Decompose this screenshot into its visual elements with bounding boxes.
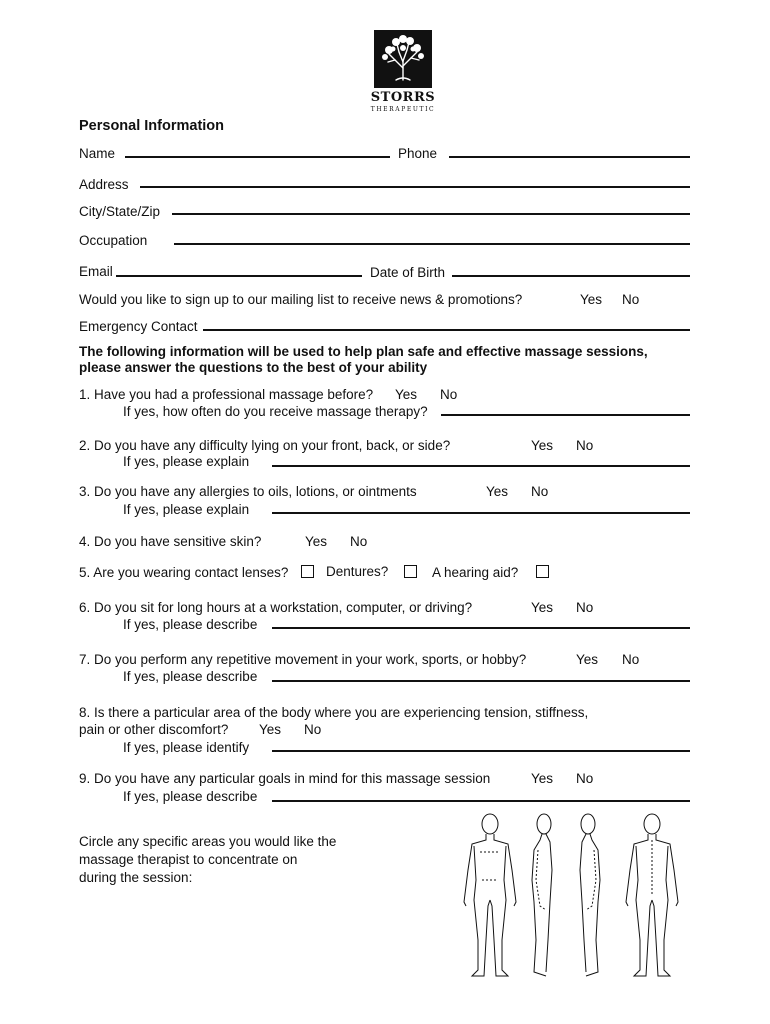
q6-followup: If yes, please describe [123,617,258,632]
q3-text: 3. Do you have any allergies to oils, lotions, or ointments [79,484,417,499]
address-label: Address [79,177,129,192]
phone-field[interactable] [449,156,690,158]
contact-lenses-checkbox[interactable] [301,565,314,578]
dentures-checkbox[interactable] [404,565,417,578]
name-field[interactable] [125,156,390,158]
body-diagram-icon[interactable] [452,810,692,982]
q5-text: 5. Are you wearing contact lenses? [79,565,289,580]
intro-line-1: The following information will be used to help plan safe and effective massage sessions, [79,344,648,359]
q1-followup: If yes, how often do you receive massage therapy? [123,404,428,419]
q9-yes[interactable]: Yes [531,771,554,786]
intro-line-2: please answer the questions to the best of your ability [79,360,428,375]
city-label: City/State/Zip [79,204,161,219]
tree-logo-icon [374,30,432,88]
occupation-field[interactable] [174,243,690,245]
brand-name: STORRS [370,90,436,105]
q1-no[interactable]: No [440,387,458,402]
q2-followup-field[interactable] [272,465,690,467]
hearing-aid-label: A hearing aid? [432,565,519,580]
q7-yes[interactable]: Yes [576,652,599,667]
q3-followup: If yes, please explain [123,502,250,517]
q8-yes[interactable]: Yes [259,722,282,737]
q4-yes[interactable]: Yes [305,534,328,549]
dob-label: Date of Birth [370,265,446,280]
q7-followup-field[interactable] [272,680,690,682]
q4-text: 4. Do you have sensitive skin? [79,534,262,549]
circle-instructions-line-1: Circle any specific areas you would like the [79,834,337,849]
mailing-no[interactable]: No [622,292,640,307]
q8-followup: If yes, please identify [123,740,250,755]
q7-text: 7. Do you perform any repetitive movement in your work, sports, or hobby? [79,652,527,667]
q3-no[interactable]: No [531,484,549,499]
q9-text: 9. Do you have any particular goals in mind for this massage session [79,771,491,786]
q1-yes[interactable]: Yes [395,387,418,402]
occupation-label: Occupation [79,233,148,248]
q4-no[interactable]: No [350,534,368,549]
q6-followup-field[interactable] [272,627,690,629]
q6-text: 6. Do you sit for long hours at a workstation, computer, or driving? [79,600,473,615]
dob-field[interactable] [452,275,690,277]
q2-no[interactable]: No [576,438,594,453]
q2-text: 2. Do you have any difficulty lying on your front, back, or side? [79,438,451,453]
address-field[interactable] [140,186,690,188]
q8-text-line-2: pain or other discomfort? [79,722,229,737]
q9-no[interactable]: No [576,771,594,786]
q2-yes[interactable]: Yes [531,438,554,453]
city-field[interactable] [172,213,690,215]
q3-yes[interactable]: Yes [486,484,509,499]
name-label: Name [79,146,116,161]
hearing-aid-checkbox[interactable] [536,565,549,578]
phone-label: Phone [398,146,438,161]
q9-followup: If yes, please describe [123,789,258,804]
q1-followup-field[interactable] [441,414,690,416]
dentures-label: Dentures? [326,564,389,579]
q7-no[interactable]: No [622,652,640,667]
emergency-label: Emergency Contact [79,319,198,334]
brand-tagline: THERAPEUTIC [370,106,436,113]
section-heading-personal: Personal Information [79,118,225,134]
q2-followup: If yes, please explain [123,454,250,469]
mailing-yes[interactable]: Yes [580,292,603,307]
q8-followup-field[interactable] [272,750,690,752]
q8-no[interactable]: No [304,722,322,737]
q8-text-line-1: 8. Is there a particular area of the body where you are experiencing tension, stiffness, [79,705,589,720]
circle-instructions-line-2: massage therapist to concentrate on [79,852,298,867]
circle-instructions-line-3: during the session: [79,870,193,885]
email-label: Email [79,264,113,279]
q6-no[interactable]: No [576,600,594,615]
email-field[interactable] [116,275,362,277]
mailing-question: Would you like to sign up to our mailing list to receive news & promotions? [79,292,523,307]
q7-followup: If yes, please describe [123,669,258,684]
emergency-field[interactable] [203,329,690,331]
q9-followup-field[interactable] [272,800,690,802]
q6-yes[interactable]: Yes [531,600,554,615]
q3-followup-field[interactable] [272,512,690,514]
q1-text: 1. Have you had a professional massage before? [79,387,374,402]
